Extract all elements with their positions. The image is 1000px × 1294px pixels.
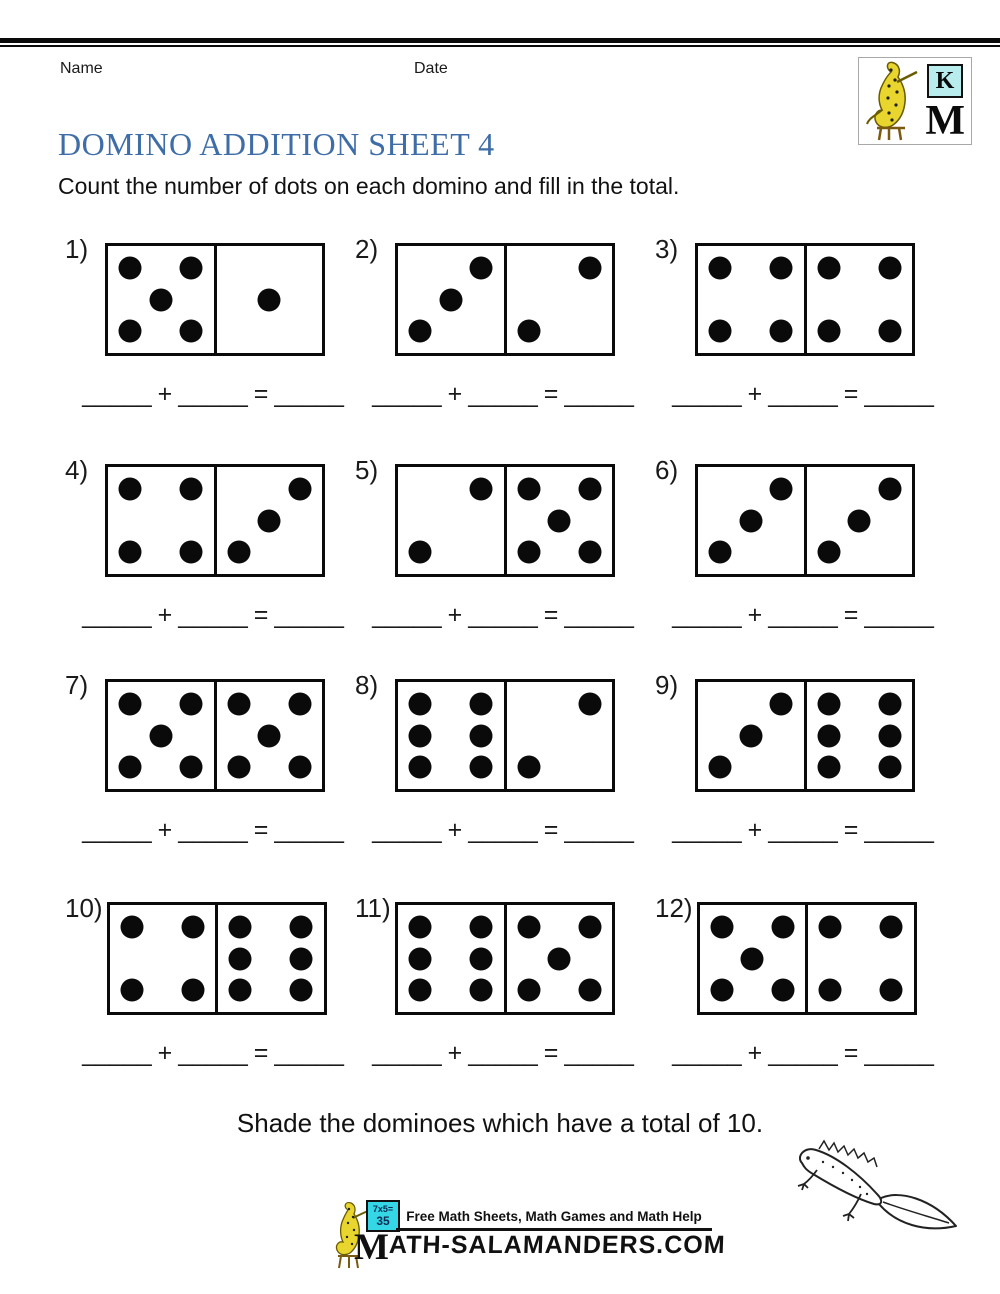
answer-blank: _____ [82, 380, 152, 408]
answer-blank: _____ [82, 1039, 152, 1067]
addition-equation [73, 380, 353, 409]
addition-equation [363, 380, 643, 409]
domino-pip [288, 478, 311, 501]
domino-problem-11 [355, 894, 645, 1068]
domino-row [655, 894, 945, 1015]
domino-pip [578, 478, 601, 501]
domino-pip [578, 257, 601, 280]
domino-pip [470, 257, 493, 280]
domino-pip [120, 978, 143, 1001]
equals-sign: = [543, 1039, 559, 1067]
domino-pip [517, 978, 540, 1001]
answer-blank: _____ [274, 380, 344, 408]
problem-number: 3) [655, 234, 679, 264]
domino-row [65, 894, 355, 1015]
domino-pip [290, 947, 313, 970]
domino-pip [288, 755, 311, 778]
domino-pip [119, 693, 142, 716]
domino [695, 679, 915, 792]
wordmark-text: ATH-SALAMANDERS.COM [388, 1231, 727, 1259]
domino-right-half [804, 682, 913, 789]
addition-equation [363, 1039, 643, 1068]
answer-blank: _____ [672, 601, 742, 629]
domino-problem-7 [65, 671, 355, 845]
domino-pip [517, 478, 540, 501]
chalkboard-line1: 7x5= [372, 1204, 394, 1214]
domino-pip [409, 978, 432, 1001]
domino-row [355, 894, 645, 1015]
domino [395, 464, 615, 577]
domino-pip [771, 978, 794, 1001]
domino-left-half [108, 467, 214, 574]
domino [697, 902, 917, 1015]
domino-pip [119, 257, 142, 280]
domino-pip [258, 509, 281, 532]
addition-equation [363, 601, 643, 630]
answer-blank: _____ [178, 380, 248, 408]
domino-pip [149, 724, 172, 747]
answer-blank: _____ [82, 601, 152, 629]
answer-blank: _____ [672, 1039, 742, 1067]
equals-sign: = [253, 816, 269, 844]
domino-pip [119, 755, 142, 778]
name-field-label: Name [60, 60, 103, 77]
answer-blank: _____ [468, 380, 538, 408]
domino-pip [227, 540, 250, 563]
domino-pip [770, 478, 793, 501]
answer-blank: _____ [564, 380, 634, 408]
domino-pip [880, 916, 903, 939]
domino-pip [180, 755, 203, 778]
domino-pip [548, 947, 571, 970]
logo-k-letter: K [927, 64, 963, 98]
domino-pip [739, 509, 762, 532]
worksheet-instruction: Count the number of dots on each domino and fill in the total. [58, 173, 680, 199]
domino-pip [409, 693, 432, 716]
domino-pip [817, 257, 840, 280]
answer-blank: _____ [274, 601, 344, 629]
domino-pip [517, 319, 540, 342]
domino-pip [409, 755, 432, 778]
equals-sign: = [253, 380, 269, 408]
answer-blank: _____ [372, 601, 442, 629]
domino-pip [878, 257, 901, 280]
domino-problem-9 [655, 671, 945, 845]
equals-sign: = [543, 816, 559, 844]
domino-right-half [804, 467, 913, 574]
domino-left-half [698, 467, 804, 574]
problem-number: 10) [65, 893, 103, 923]
answer-blank: _____ [672, 816, 742, 844]
domino-pip [470, 693, 493, 716]
domino-row [655, 456, 945, 577]
domino-pip [119, 478, 142, 501]
answer-blank: _____ [372, 816, 442, 844]
domino-pip [181, 916, 204, 939]
answer-blank: _____ [564, 816, 634, 844]
wordmark-m: M [354, 1227, 389, 1268]
answer-blank: _____ [768, 601, 838, 629]
domino-pip [878, 319, 901, 342]
domino-pip [578, 978, 601, 1001]
domino-pip [258, 724, 281, 747]
domino-pip [290, 978, 313, 1001]
plus-sign: + [747, 816, 763, 844]
domino-pip [517, 755, 540, 778]
plus-sign: + [447, 601, 463, 629]
problem-number: 6) [655, 455, 679, 485]
domino-pip [180, 693, 203, 716]
domino-pip [770, 257, 793, 280]
domino-pip [229, 916, 252, 939]
problem-number: 11) [355, 893, 391, 923]
domino-pip [290, 916, 313, 939]
answer-blank: _____ [672, 380, 742, 408]
shade-instruction: Shade the dominoes which have a total of 10. [236, 1108, 764, 1138]
domino-pip [878, 724, 901, 747]
problem-number: 2) [355, 234, 379, 264]
problem-number: 1) [65, 234, 89, 264]
addition-equation [73, 816, 353, 845]
domino-problem-8 [355, 671, 645, 845]
domino-right-half [504, 467, 613, 574]
plus-sign: + [157, 1039, 173, 1067]
domino-pip [819, 978, 842, 1001]
domino-right-half [214, 682, 323, 789]
domino-row [65, 671, 355, 792]
domino-pip [470, 978, 493, 1001]
answer-blank: _____ [864, 601, 934, 629]
domino-pip [288, 693, 311, 716]
domino-pip [548, 509, 571, 532]
domino-pip [741, 947, 764, 970]
domino-problem-12 [655, 894, 945, 1068]
domino-problem-1 [65, 235, 355, 409]
page-title: DOMINO ADDITION SHEET 4 [58, 126, 495, 162]
answer-blank: _____ [564, 1039, 634, 1067]
domino-problem-5 [355, 456, 645, 630]
answer-blank: _____ [564, 601, 634, 629]
domino [695, 243, 915, 356]
domino-pip [817, 724, 840, 747]
domino-pip [409, 947, 432, 970]
domino-left-half [398, 682, 504, 789]
domino-problem-2 [355, 235, 645, 409]
domino-pip [710, 916, 733, 939]
date-field-label: Date [414, 60, 448, 77]
domino-right-half [804, 246, 913, 353]
equals-sign: = [843, 1039, 859, 1067]
addition-equation [363, 816, 643, 845]
domino-pip [770, 319, 793, 342]
logo-m-letter: M [925, 98, 965, 144]
domino-row [355, 671, 645, 792]
domino-pip [817, 319, 840, 342]
domino-pip [149, 288, 172, 311]
domino-pip [878, 755, 901, 778]
site-logo [858, 57, 972, 145]
answer-blank: _____ [468, 1039, 538, 1067]
addition-equation [663, 816, 943, 845]
domino-pip [470, 947, 493, 970]
domino-pip [470, 724, 493, 747]
answer-blank: _____ [178, 816, 248, 844]
answer-blank: _____ [372, 1039, 442, 1067]
domino-pip [409, 540, 432, 563]
domino-row [655, 671, 945, 792]
domino-left-half [398, 246, 504, 353]
addition-equation [73, 1039, 353, 1068]
addition-equation [73, 601, 353, 630]
domino-pip [470, 755, 493, 778]
domino-problem-10 [65, 894, 355, 1068]
answer-blank: _____ [864, 380, 934, 408]
domino-left-half [398, 905, 504, 1012]
domino-pip [180, 540, 203, 563]
domino-pip [517, 916, 540, 939]
domino-pip [817, 755, 840, 778]
domino-left-half [700, 905, 806, 1012]
domino-right-half [504, 682, 613, 789]
domino-row [355, 456, 645, 577]
answer-blank: _____ [768, 1039, 838, 1067]
salamander-mascot-icon [861, 58, 921, 142]
domino-pip [180, 478, 203, 501]
top-border-thin [0, 45, 1000, 47]
domino-pip [880, 978, 903, 1001]
domino [105, 464, 325, 577]
answer-blank: _____ [274, 1039, 344, 1067]
domino [105, 679, 325, 792]
domino-pip [227, 755, 250, 778]
plus-sign: + [157, 380, 173, 408]
domino-pip [229, 947, 252, 970]
domino-pip [878, 478, 901, 501]
domino-pip [709, 540, 732, 563]
domino-pip [770, 693, 793, 716]
problem-number: 8) [355, 670, 379, 700]
plus-sign: + [747, 601, 763, 629]
domino-problem-4 [65, 456, 355, 630]
footer-tagline: Free Math Sheets, Math Games and Math Help [406, 1209, 702, 1224]
domino-pip [709, 319, 732, 342]
domino-pip [181, 978, 204, 1001]
answer-blank: _____ [768, 816, 838, 844]
answer-blank: _____ [468, 816, 538, 844]
answer-blank: _____ [178, 601, 248, 629]
addition-equation [663, 1039, 943, 1068]
domino-pip [180, 319, 203, 342]
domino-right-half [214, 467, 323, 574]
domino-right-half [214, 246, 323, 353]
domino-pip [258, 288, 281, 311]
answer-blank: _____ [864, 816, 934, 844]
domino [395, 902, 615, 1015]
newt-drawing [793, 1136, 965, 1234]
equals-sign: = [843, 816, 859, 844]
domino-left-half [108, 246, 214, 353]
domino-pip [409, 916, 432, 939]
domino-pip [771, 916, 794, 939]
domino-pip [409, 319, 432, 342]
domino [107, 902, 327, 1015]
equals-sign: = [843, 601, 859, 629]
domino-pip [119, 540, 142, 563]
domino-row [655, 235, 945, 356]
domino-pip [578, 916, 601, 939]
domino-pip [578, 540, 601, 563]
domino-right-half [504, 905, 613, 1012]
domino-right-half [504, 246, 613, 353]
problem-number: 9) [655, 670, 679, 700]
domino-pip [817, 693, 840, 716]
equals-sign: = [843, 380, 859, 408]
domino-pip [709, 257, 732, 280]
domino-pip [517, 540, 540, 563]
problem-number: 12) [655, 893, 693, 923]
equals-sign: = [253, 601, 269, 629]
plus-sign: + [747, 1039, 763, 1067]
answer-blank: _____ [468, 601, 538, 629]
domino-left-half [698, 246, 804, 353]
domino-left-half [110, 905, 216, 1012]
problem-number: 5) [355, 455, 379, 485]
equals-sign: = [253, 1039, 269, 1067]
domino-row [355, 235, 645, 356]
domino-left-half [698, 682, 804, 789]
plus-sign: + [447, 816, 463, 844]
domino-pip [409, 724, 432, 747]
domino [105, 243, 325, 356]
domino-problem-3 [655, 235, 945, 409]
equals-sign: = [543, 601, 559, 629]
domino-pip [229, 978, 252, 1001]
domino-pip [119, 319, 142, 342]
plus-sign: + [157, 816, 173, 844]
domino-right-half [215, 905, 324, 1012]
domino-right-half [805, 905, 914, 1012]
domino-pip [848, 509, 871, 532]
domino-left-half [398, 467, 504, 574]
plus-sign: + [157, 601, 173, 629]
plus-sign: + [447, 1039, 463, 1067]
domino-pip [709, 755, 732, 778]
answer-blank: _____ [372, 380, 442, 408]
addition-equation [663, 601, 943, 630]
answer-blank: _____ [864, 1039, 934, 1067]
domino-left-half [108, 682, 214, 789]
domino-row [65, 235, 355, 356]
domino [695, 464, 915, 577]
site-wordmark [354, 1229, 726, 1266]
domino-pip [578, 693, 601, 716]
domino-pip [120, 916, 143, 939]
problem-number: 4) [65, 455, 89, 485]
footer-logo [330, 1198, 727, 1276]
plus-sign: + [447, 380, 463, 408]
answer-blank: _____ [178, 1039, 248, 1067]
answer-blank: _____ [274, 816, 344, 844]
top-border-thick [0, 38, 1000, 43]
domino-problem-6 [655, 456, 945, 630]
domino-pip [817, 540, 840, 563]
addition-equation [663, 380, 943, 409]
plus-sign: + [747, 380, 763, 408]
equals-sign: = [543, 380, 559, 408]
domino-pip [739, 724, 762, 747]
domino-pip [878, 693, 901, 716]
domino [395, 679, 615, 792]
domino-pip [439, 288, 462, 311]
domino-pip [470, 478, 493, 501]
domino-pip [710, 978, 733, 1001]
domino-pip [819, 916, 842, 939]
domino-pip [470, 916, 493, 939]
chalkboard-line2: 35 [376, 1214, 390, 1228]
domino-row [65, 456, 355, 577]
problem-number: 7) [65, 670, 89, 700]
answer-blank: _____ [768, 380, 838, 408]
domino-pip [180, 257, 203, 280]
domino-pip [227, 693, 250, 716]
domino [395, 243, 615, 356]
answer-blank: _____ [82, 816, 152, 844]
